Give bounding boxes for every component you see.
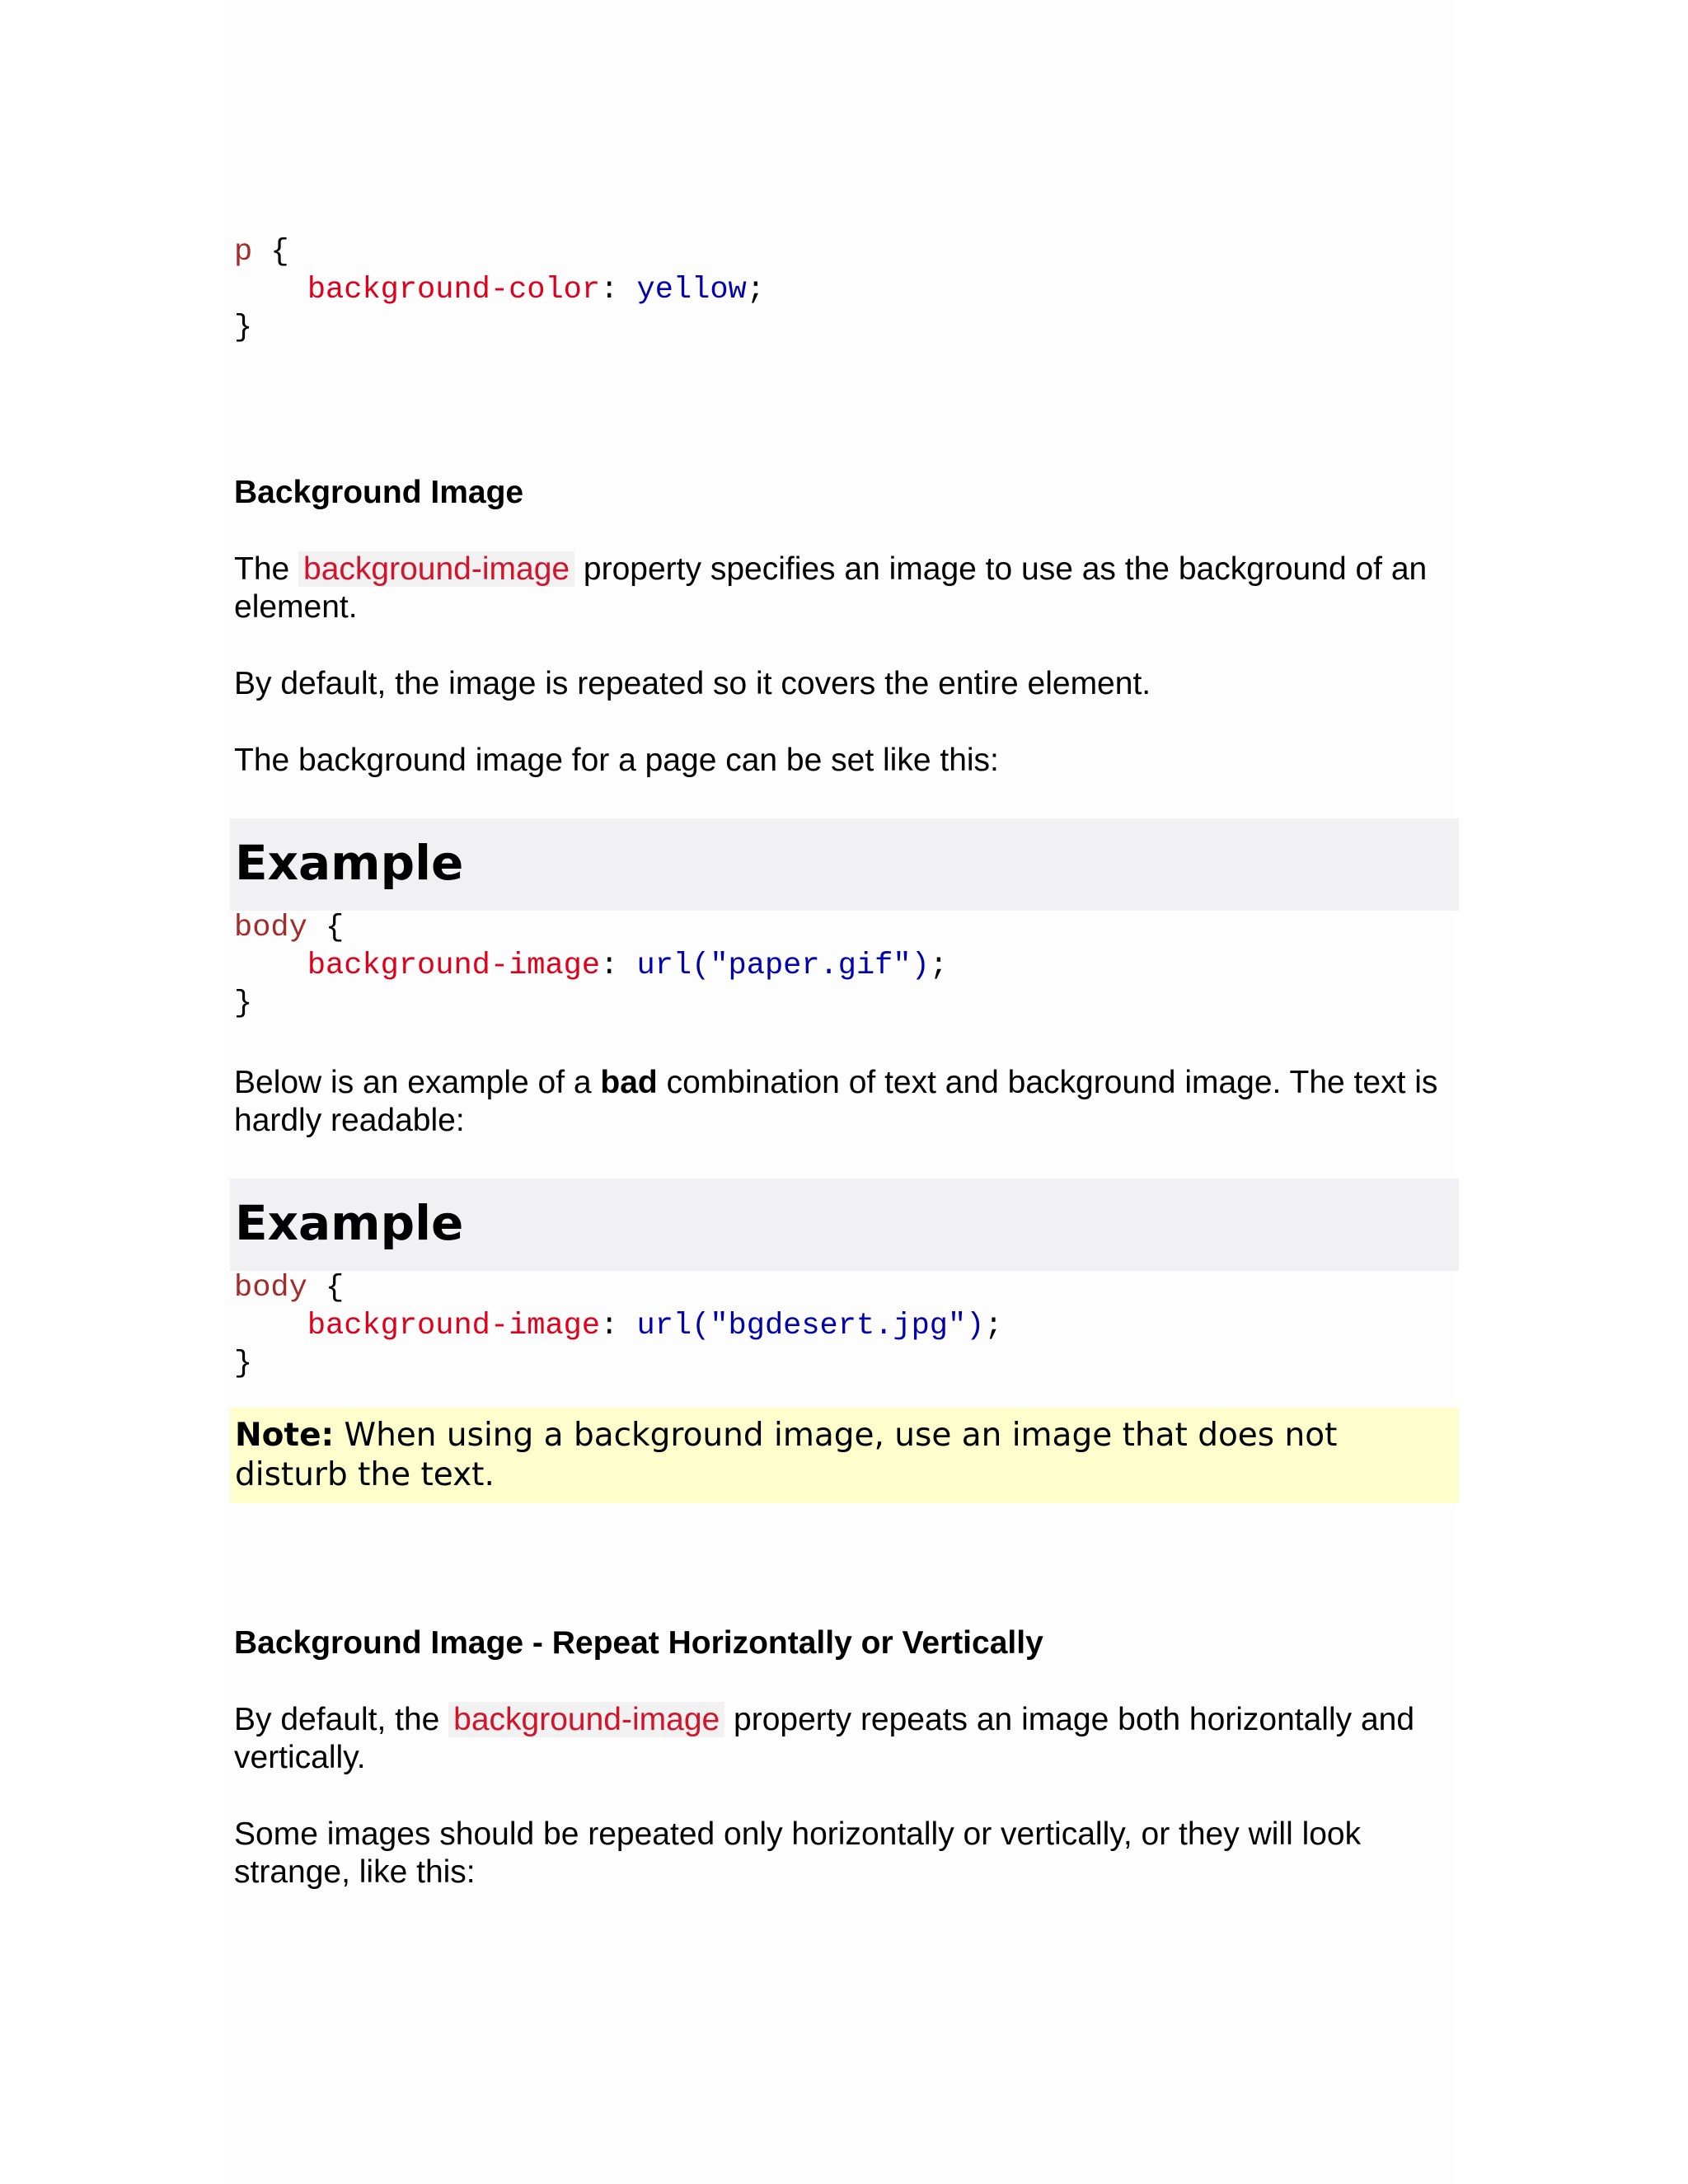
paragraph-text: Below is an example of a bbox=[234, 1065, 601, 1100]
paragraph-repeat-default bbox=[234, 1701, 1462, 1777]
code-property: background-image bbox=[307, 1309, 601, 1343]
code-colon: : bbox=[600, 273, 637, 307]
paragraph-text: property specifies an image to use as the background of an element. bbox=[234, 551, 1428, 625]
code-brace-close: } bbox=[234, 987, 253, 1021]
paragraph-repeat-strange: Some images should be repeated only horizontally or vertically, or they will look strange, like this: bbox=[234, 1816, 1362, 1890]
code-value: url("paper.gif") bbox=[636, 949, 930, 983]
code-property: background-color bbox=[307, 273, 601, 307]
note-text bbox=[235, 1416, 1455, 1495]
code-selector: body bbox=[234, 1271, 307, 1305]
code-brace-open: { bbox=[252, 235, 289, 269]
example-header bbox=[230, 818, 1459, 911]
example-header bbox=[230, 1179, 1459, 1271]
code-property: background-image bbox=[307, 949, 601, 983]
example-title: Example bbox=[235, 835, 464, 891]
code-value: url("bgdesert.jpg") bbox=[636, 1309, 985, 1343]
paragraph-text: property repeats an image both horizontally and vertically. bbox=[234, 1702, 1415, 1775]
code-semicolon: ; bbox=[984, 1309, 1003, 1343]
code-selector: body bbox=[234, 911, 307, 945]
paragraph-text: combination of text and background image. The text is hardly readable: bbox=[234, 1065, 1438, 1138]
code-semicolon: ; bbox=[929, 949, 948, 983]
section-heading-background-image: Background Image bbox=[234, 475, 524, 510]
bold-text: bad bbox=[600, 1065, 658, 1100]
note-body: When using a background image, use an image that does not disturb the text. bbox=[235, 1417, 1338, 1493]
inline-code-background-image: background-image bbox=[298, 551, 574, 587]
section-heading-repeat: Background Image - Repeat Horizontally or Vertically bbox=[234, 1625, 1043, 1661]
paragraph-text: The bbox=[234, 551, 299, 587]
code-colon: : bbox=[600, 1309, 637, 1343]
paragraph-page-background: The background image for a page can be set like this: bbox=[234, 743, 999, 778]
code-brace-close: } bbox=[234, 1347, 253, 1381]
example-title: Example bbox=[235, 1195, 464, 1251]
paragraph-background-image-intro bbox=[234, 551, 1462, 626]
paragraph-bad-example bbox=[234, 1064, 1462, 1140]
paragraph-text: By default, the bbox=[234, 1702, 449, 1737]
code-brace-close: } bbox=[234, 311, 253, 345]
code-block-background-color bbox=[234, 233, 765, 347]
code-selector: p bbox=[234, 235, 253, 269]
paragraph-default-repeat: By default, the image is repeated so it covers the entire element. bbox=[234, 666, 1151, 701]
code-block-paper-gif bbox=[234, 909, 948, 1023]
code-block-bgdesert-jpg bbox=[234, 1269, 1003, 1383]
code-colon: : bbox=[600, 949, 637, 983]
inline-code-background-image: background-image bbox=[448, 1702, 724, 1737]
note-box bbox=[230, 1408, 1459, 1503]
code-semicolon: ; bbox=[746, 273, 765, 307]
code-brace-open: { bbox=[307, 1271, 345, 1305]
note-label: Note: bbox=[235, 1417, 335, 1454]
code-value: yellow bbox=[636, 273, 747, 307]
code-brace-open: { bbox=[307, 911, 345, 945]
